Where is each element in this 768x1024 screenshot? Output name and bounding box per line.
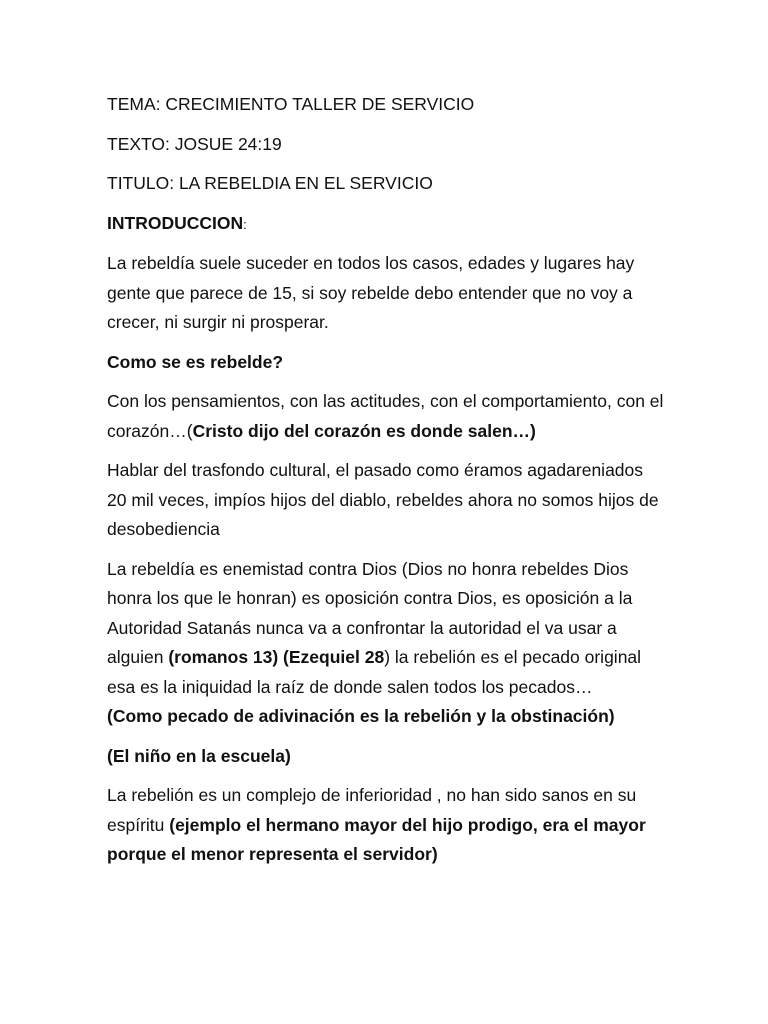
document-page bbox=[107, 90, 667, 880]
paragraph-2-text: Con los pensamientos, con las actitudes, con el comportamiento, con el corazón…( bbox=[107, 391, 664, 441]
intro-heading-text: INTRODUCCION bbox=[107, 212, 244, 233]
intro-heading bbox=[107, 209, 667, 240]
question-heading-text: Como se es rebelde? bbox=[107, 351, 284, 372]
paragraph-6-a: La rebelión es un complejo de inferioridad , no han sido sanos en su espíritu bbox=[107, 785, 637, 835]
paragraph-4 bbox=[107, 555, 667, 732]
paragraph-5-bold: (El niño en la escuela) bbox=[107, 745, 291, 766]
intro-colon: : bbox=[243, 216, 247, 232]
paragraph-2-bold: Cristo dijo del corazón es donde salen…) bbox=[192, 420, 536, 441]
paragraph-5 bbox=[107, 742, 667, 772]
tema-line: TEMA: CRECIMIENTO TALLER DE SERVICIO bbox=[107, 94, 475, 114]
paragraph-4-c: ) la rebelión es el pecado original esa es la iniquidad la raíz de donde salen todos los pecados… bbox=[107, 647, 642, 697]
texto-line: TEXTO: JOSUE 24:19 bbox=[107, 133, 282, 154]
paragraph-6-bold: (ejemplo el hermano mayor del hijo prodigo, era el mayor porque el menor representa el servidor) bbox=[107, 814, 646, 864]
titulo-line: TITULO: LA REBELDIA EN EL SERVICIO bbox=[107, 173, 433, 193]
paragraph-4-references: (romanos 13) (Ezequiel 28 bbox=[168, 647, 385, 667]
paragraph-1: La rebeldía suele suceder en todos los casos, edades y lugares hay gente que parece de 15, si soy rebelde debo entender que no voy a crecer, ni surgir ni prosperar. bbox=[107, 253, 635, 332]
paragraph-2 bbox=[107, 387, 667, 446]
paragraph-4-a: La rebeldía es enemistad contra Dios (Dios no honra rebeldes Dios honra los que le honran) es oposición contra Dios, es oposición a la Autoridad Satanás nunca va a confrontar la autoridad el va usar a alguien bbox=[107, 558, 633, 667]
paragraph-3: Hablar del trasfondo cultural, el pasado como éramos agadareniados 20 mil veces, impíos hijos del diablo, rebeldes ahora no somos hijos de desobediencia bbox=[107, 460, 659, 539]
question-heading bbox=[107, 348, 667, 378]
paragraph-4-bold-line: (Como pecado de adivinación es la rebelión y la obstinación) bbox=[107, 706, 615, 726]
paragraph-6 bbox=[107, 781, 667, 870]
